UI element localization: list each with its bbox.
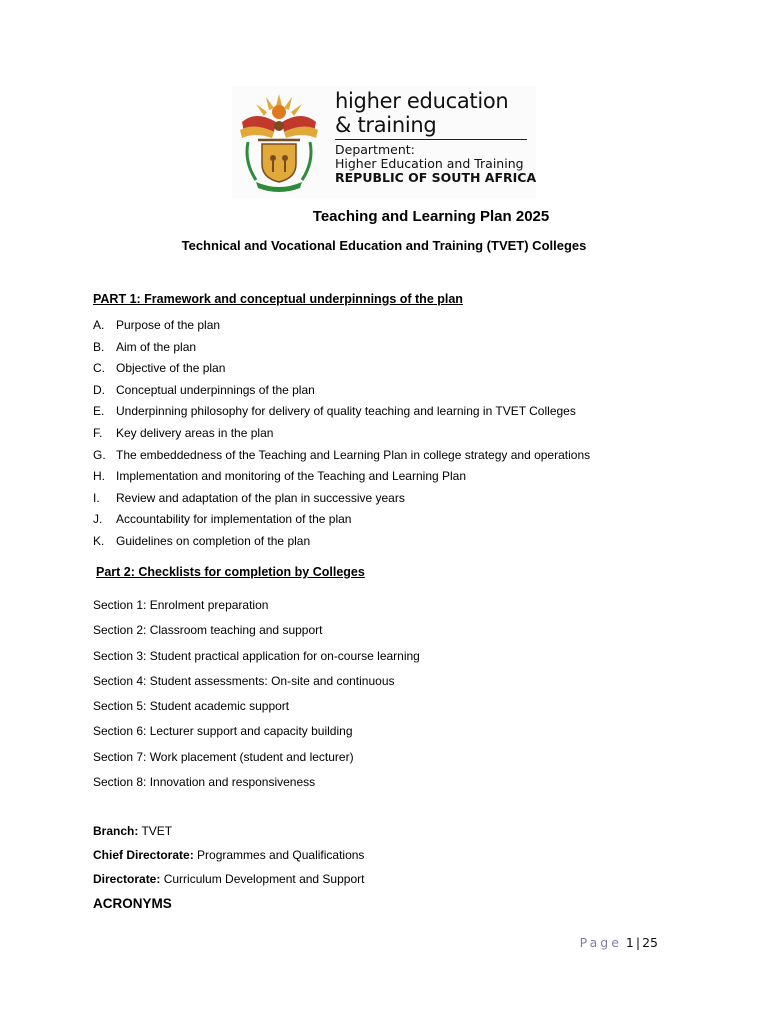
list-item	[93, 401, 590, 423]
coat-of-arms-icon	[236, 92, 322, 192]
section-item: Section 4: Student assessments: On-site and continuous	[93, 673, 395, 688]
branch-value: TVET	[138, 824, 173, 838]
list-item	[93, 531, 590, 553]
directorate-line	[93, 872, 364, 886]
section-item: Section 7: Work placement (student and lecturer)	[93, 749, 354, 764]
list-item	[93, 466, 590, 488]
logo-department-name: Higher Education and Training	[335, 156, 524, 171]
list-item-text: Purpose of the plan	[116, 318, 221, 332]
list-item-letter: H.	[93, 469, 105, 484]
page-separator: |	[635, 935, 641, 950]
list-item-letter: G.	[93, 447, 106, 462]
directorate-value: Curriculum Development and Support	[160, 872, 365, 886]
part2-section-list	[93, 595, 420, 797]
list-item	[93, 445, 590, 467]
list-item	[93, 423, 590, 445]
section-item: Section 1: Enrolment preparation	[93, 598, 269, 612]
logo-divider	[335, 139, 527, 140]
list-item-letter: A.	[93, 318, 105, 332]
list-item-text: Guidelines on completion of the plan	[116, 533, 311, 548]
list-item-letter: F.	[93, 425, 103, 440]
list-item-text: Objective of the plan	[116, 361, 226, 376]
list-item-text: Key delivery areas in the plan	[116, 425, 274, 440]
document-subtitle: Technical and Vocational Education and Training (TVET) Colleges	[181, 238, 587, 253]
branch-line	[93, 824, 172, 838]
logo-line-1: higher education	[335, 89, 509, 113]
part1-list	[93, 315, 590, 553]
list-item-text: Review and adaptation of the plan in successive years	[116, 490, 405, 505]
part2-heading: Part 2: Checklists for completion by Colleges	[96, 565, 365, 579]
logo-country: REPUBLIC OF SOUTH AFRICA	[335, 170, 537, 185]
list-item-letter: B.	[93, 339, 105, 354]
list-item	[93, 315, 590, 337]
part1-heading: PART 1: Framework and conceptual underpinnings of the plan	[93, 292, 463, 306]
section-item: Section 6: Lecturer support and capacity building	[93, 724, 353, 739]
section-item: Section 5: Student academic support	[93, 699, 290, 714]
logo-wordmark	[335, 89, 535, 185]
list-item-letter: E.	[93, 404, 105, 419]
list-item-text: Implementation and monitoring of the Teaching and Learning Plan	[116, 469, 467, 484]
list-item	[93, 509, 590, 531]
branch-label: Branch:	[93, 824, 139, 838]
list-item-text: Conceptual underpinnings of the plan	[116, 382, 315, 397]
chief-directorate-value: Programmes and Qualifications	[193, 848, 365, 862]
list-item-letter: D.	[93, 382, 105, 397]
list-item	[93, 488, 590, 510]
list-item-letter: J.	[93, 512, 103, 527]
list-item-letter: C.	[93, 361, 105, 376]
total-pages: 25	[642, 935, 658, 950]
list-item-text: Accountability for implementation of the plan	[116, 512, 352, 527]
list-item-text: Underpinning philosophy for delivery of quality teaching and learning in TVET Colleges	[116, 404, 576, 419]
chief-directorate-line	[93, 848, 364, 862]
document-title: Teaching and Learning Plan 2025	[312, 208, 550, 225]
section-item: Section 3: Student practical application for on-course learning	[93, 648, 420, 663]
list-item	[93, 358, 590, 380]
section-item: Section 8: Innovation and responsiveness	[93, 775, 316, 790]
acronyms-heading: ACRONYMS	[93, 896, 172, 911]
list-item-letter: I.	[93, 490, 100, 505]
page-footer	[580, 935, 658, 950]
directorate-label: Directorate:	[93, 872, 161, 886]
list-item-letter: K.	[93, 533, 105, 548]
logo-department-label: Department:	[335, 142, 415, 157]
page-label: Page	[579, 935, 622, 950]
list-item-text: The embeddedness of the Teaching and Learning Plan in college strategy and operations	[116, 447, 591, 462]
list-item	[93, 380, 590, 402]
list-item	[93, 337, 590, 359]
list-item-text: Aim of the plan	[116, 339, 197, 354]
logo-line-2: & training	[335, 113, 437, 137]
department-logo	[232, 86, 536, 198]
page-number: 1	[625, 935, 634, 950]
section-item: Section 2: Classroom teaching and support	[93, 623, 323, 638]
chief-directorate-label: Chief Directorate:	[93, 848, 194, 862]
